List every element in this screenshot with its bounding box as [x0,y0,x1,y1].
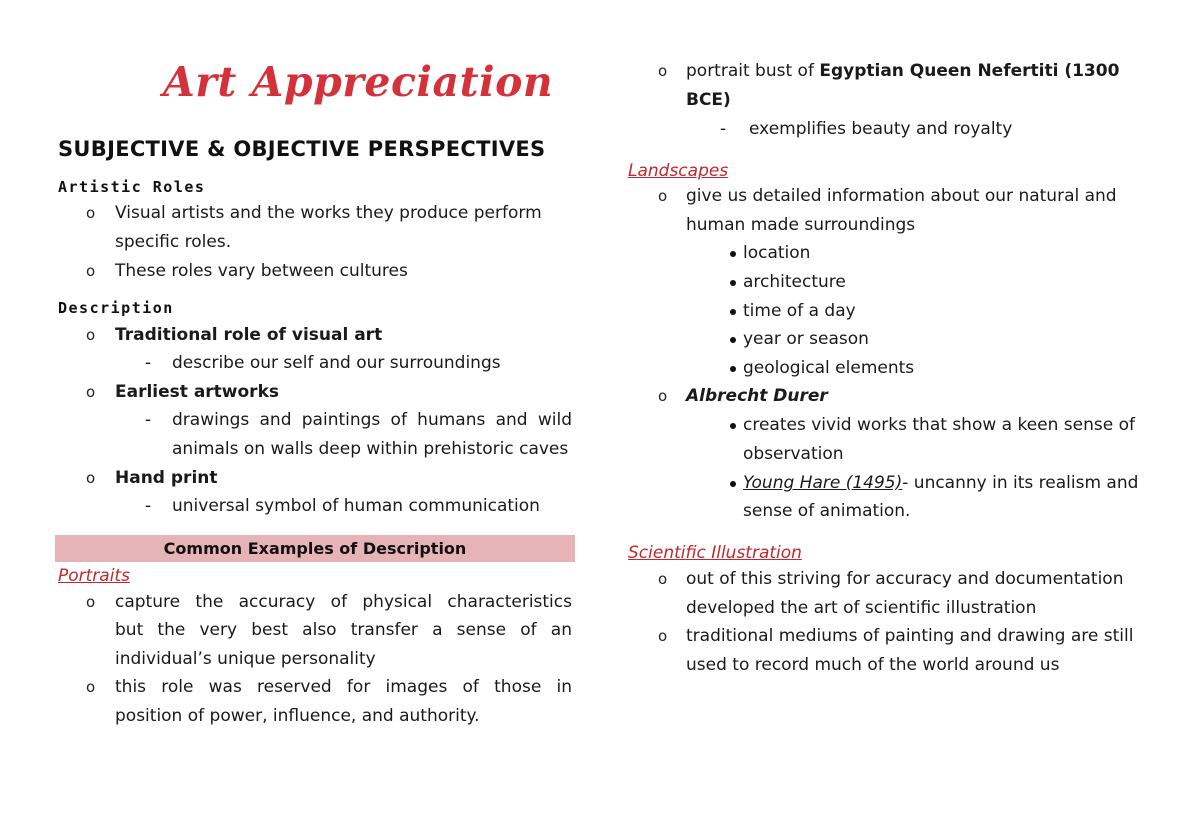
nefertiti-line-1 [686,57,1119,86]
durer-bullet-2-line-1 [743,469,1138,498]
bullet-dot [730,280,736,286]
hand-print: Hand print [115,468,218,488]
dash-marker: - [145,353,152,373]
dash-marker: - [145,410,152,430]
durer-bullet-2-line-2: sense of animation. [743,501,911,521]
durer-bullet-1-line-2: observation [743,444,844,464]
circle-bullet: o [86,469,96,487]
dash-marker: - [720,119,727,139]
landscape-bullet: time of a day [743,301,856,321]
scientific-item-2-line-2: used to record much of the world around us [686,655,1060,675]
scientific-illustration-heading: Scientific Illustration [628,543,802,563]
scientific-item-1-line-2: developed the art of scientific illustration [686,598,1037,618]
portraits-item-1-line-3: individual’s unique personality [115,649,376,669]
circle-bullet: o [658,187,668,205]
scientific-item-2-line-1: traditional mediums of painting and drawing are still [686,626,1134,646]
artistic-roles-heading: Artistic Roles [58,178,206,196]
landscape-bullet: year or season [743,329,869,349]
earliest-sub-1: drawings and paintings of humans and wild [172,410,572,430]
bullet-dot [730,423,736,429]
scientific-item-1-line-1: out of this striving for accuracy and documentation [686,569,1124,589]
bullet-dot [730,366,736,372]
circle-bullet: o [86,593,96,611]
description-heading: Description [58,299,174,317]
nefertiti-sub: exemplifies beauty and royalty [749,119,1013,139]
hand-print-sub: universal symbol of human communication [172,496,540,516]
circle-bullet: o [658,627,668,645]
traditional-role-sub: describe our self and our surroundings [172,353,501,373]
circle-bullet: o [86,262,96,280]
portraits-heading: Portraits [58,566,130,586]
traditional-role: Traditional role of visual art [115,325,383,345]
landscapes-heading: Landscapes [628,161,729,181]
landscape-bullet: architecture [743,272,846,292]
nefertiti-line-2: BCE) [686,90,731,110]
page-title: Art Appreciation [163,58,554,106]
circle-bullet: o [86,204,96,222]
portraits-item-2-line-2: position of power, influence, and authority. [115,706,480,726]
durer-bullet-1-line-1: creates vivid works that show a keen sense of [743,415,1136,435]
portraits-item-1-line-2: but the very best also transfer a sense of an [115,620,572,640]
circle-bullet: o [658,62,668,80]
portraits-item-1-line-1: capture the accuracy of physical characteristics [115,592,572,612]
bullet-dot [730,481,736,487]
common-examples-banner: Common Examples of Description [55,535,575,562]
circle-bullet: o [86,326,96,344]
section-heading: SUBJECTIVE & OBJECTIVE PERSPECTIVES [58,137,546,161]
dash-marker: - [145,496,152,516]
circle-bullet: o [86,678,96,696]
nefertiti-name: Egyptian Queen Nefertiti (1300 [819,61,1120,81]
bullet-dot [730,251,736,257]
young-hare-title: Young Hare (1495) [743,473,903,493]
circle-bullet: o [86,383,96,401]
roles-item-1-cont: specific roles. [115,232,232,252]
durer-heading: Albrecht Durer [686,386,828,406]
portraits-item-2-line-1: this role was reserved for images of those in [115,677,572,697]
bullet-dot [730,337,736,343]
earliest-artworks: Earliest artworks [115,382,279,402]
nefertiti-prefix: portrait bust of [686,61,820,81]
landscapes-item-1-line-2: human made surroundings [686,215,916,235]
landscape-bullet: location [743,243,811,263]
circle-bullet: o [658,570,668,588]
roles-item-2: These roles vary between cultures [115,261,408,281]
circle-bullet: o [658,387,668,405]
landscape-bullet: geological elements [743,358,915,378]
young-hare-rest: - uncanny in its realism and [902,473,1139,493]
roles-item-1: Visual artists and the works they produce perform [115,203,542,223]
bullet-dot [730,309,736,315]
landscapes-item-1-line-1: give us detailed information about our natural and [686,186,1117,206]
earliest-sub-2: animals on walls deep within prehistoric caves [172,439,569,459]
